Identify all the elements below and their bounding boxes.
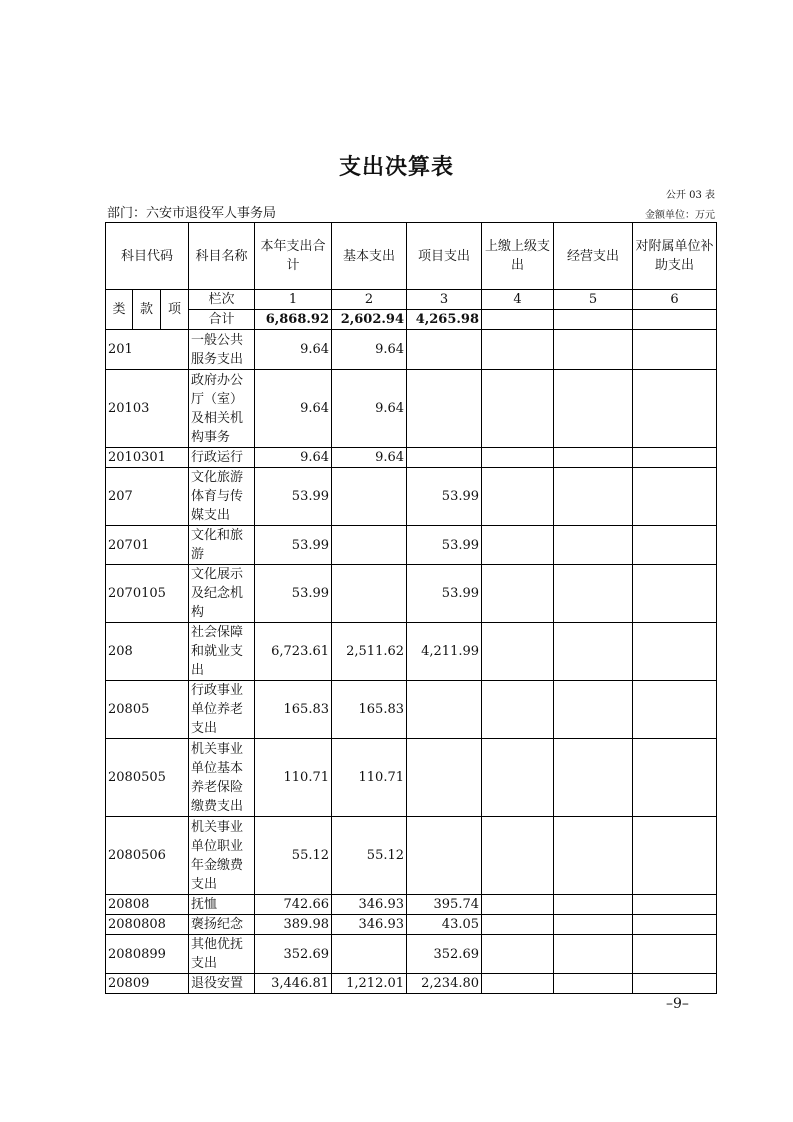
header-total: 本年支出合计 [255, 223, 332, 290]
form-number: 公开 03 表 [665, 190, 715, 201]
row-total: 389.98 [255, 915, 332, 935]
row-total: 53.99 [255, 468, 332, 526]
table-body [106, 330, 717, 994]
row-project: 352.69 [407, 935, 482, 974]
department-label: 部门：六安市退役军人事务局 [107, 206, 277, 221]
row-basic [332, 935, 407, 974]
row-basic: 346.93 [332, 915, 407, 935]
row-business [554, 974, 633, 994]
row-name: 社会保障和就业支出 [189, 623, 255, 681]
header-upper: 上缴上级支出 [482, 223, 554, 290]
row-upper [482, 526, 554, 565]
row-basic: 9.64 [332, 370, 407, 448]
table-row [106, 817, 717, 895]
header-code: 科目代码 [106, 223, 189, 290]
header-basic: 基本支出 [332, 223, 407, 290]
row-code: 20809 [106, 974, 189, 994]
row-name: 政府办公厅（室）及相关机构事务 [189, 370, 255, 448]
table-row [106, 370, 717, 448]
row-business [554, 526, 633, 565]
row-basic: 2,511.62 [332, 623, 407, 681]
row-project: 53.99 [407, 526, 482, 565]
header-project: 项目支出 [407, 223, 482, 290]
row-basic: 1,212.01 [332, 974, 407, 994]
row-business [554, 739, 633, 817]
table-row [106, 895, 717, 915]
row-total: 6,723.61 [255, 623, 332, 681]
row-subsidy [633, 526, 717, 565]
page-number: –9– [666, 996, 689, 1012]
total-subsidy [633, 310, 717, 330]
row-name: 褒扬纪念 [189, 915, 255, 935]
row-project: 2,234.80 [407, 974, 482, 994]
row-upper [482, 565, 554, 623]
row-project: 4,211.99 [407, 623, 482, 681]
row-code: 207 [106, 468, 189, 526]
row-upper [482, 681, 554, 739]
row-basic [332, 526, 407, 565]
page-title: 支出决算表 [338, 154, 454, 180]
row-code: 2070105 [106, 565, 189, 623]
row-subsidy [633, 330, 717, 370]
header-col3: 3 [407, 290, 482, 310]
row-code: 20701 [106, 526, 189, 565]
row-business [554, 370, 633, 448]
row-upper [482, 915, 554, 935]
table-row [106, 565, 717, 623]
row-code: 2010301 [106, 448, 189, 468]
row-project [407, 370, 482, 448]
row-code: 2080505 [106, 739, 189, 817]
row-total: 53.99 [255, 565, 332, 623]
table-row [106, 739, 717, 817]
header-name: 科目名称 [189, 223, 255, 290]
row-subsidy [633, 739, 717, 817]
row-name: 行政事业单位养老支出 [189, 681, 255, 739]
row-subsidy [633, 681, 717, 739]
row-business [554, 895, 633, 915]
table-row [106, 915, 717, 935]
total-upper [482, 310, 554, 330]
row-name: 行政运行 [189, 448, 255, 468]
row-total: 742.66 [255, 895, 332, 915]
row-name: 其他优抚支出 [189, 935, 255, 974]
row-upper [482, 817, 554, 895]
row-name: 一般公共服务支出 [189, 330, 255, 370]
row-total: 9.64 [255, 370, 332, 448]
row-basic [332, 468, 407, 526]
row-name: 退役安置 [189, 974, 255, 994]
row-code: 208 [106, 623, 189, 681]
row-business [554, 915, 633, 935]
row-name: 机关事业单位基本养老保险缴费支出 [189, 739, 255, 817]
row-code: 2080808 [106, 915, 189, 935]
header-column-label: 栏次 [189, 290, 255, 310]
row-subsidy [633, 974, 717, 994]
row-subsidy [633, 468, 717, 526]
row-code: 20808 [106, 895, 189, 915]
row-upper [482, 739, 554, 817]
header-kuan: 款 [133, 290, 161, 330]
row-basic: 9.64 [332, 330, 407, 370]
row-business [554, 330, 633, 370]
row-project [407, 448, 482, 468]
row-business [554, 935, 633, 974]
header-business: 经营支出 [554, 223, 633, 290]
header-lei: 类 [106, 290, 133, 330]
table-row [106, 681, 717, 739]
table-row [106, 623, 717, 681]
row-name: 文化和旅游 [189, 526, 255, 565]
row-upper [482, 623, 554, 681]
total-label: 合计 [189, 310, 255, 330]
row-business [554, 468, 633, 526]
row-subsidy [633, 817, 717, 895]
row-total: 352.69 [255, 935, 332, 974]
row-subsidy [633, 565, 717, 623]
row-project: 43.05 [407, 915, 482, 935]
row-code: 2080899 [106, 935, 189, 974]
total-business [554, 310, 633, 330]
row-project [407, 681, 482, 739]
header-col2: 2 [332, 290, 407, 310]
table-row [106, 330, 717, 370]
table-header [106, 223, 717, 330]
unit-label: 金额单位：万元 [645, 210, 715, 221]
total-basic: 2,602.94 [332, 310, 407, 330]
row-code: 20805 [106, 681, 189, 739]
row-project [407, 739, 482, 817]
row-total: 3,446.81 [255, 974, 332, 994]
table-row [106, 974, 717, 994]
row-name: 抚恤 [189, 895, 255, 915]
row-basic: 346.93 [332, 895, 407, 915]
row-business [554, 817, 633, 895]
row-upper [482, 468, 554, 526]
table-row [106, 526, 717, 565]
row-upper [482, 330, 554, 370]
table-row [106, 448, 717, 468]
row-subsidy [633, 370, 717, 448]
row-business [554, 565, 633, 623]
row-basic [332, 565, 407, 623]
row-business [554, 623, 633, 681]
row-basic: 165.83 [332, 681, 407, 739]
expenditure-table [105, 222, 717, 994]
row-subsidy [633, 448, 717, 468]
row-upper [482, 448, 554, 468]
row-code: 2080506 [106, 817, 189, 895]
row-total: 9.64 [255, 330, 332, 370]
total-project: 4,265.98 [407, 310, 482, 330]
row-total: 53.99 [255, 526, 332, 565]
table-row [106, 935, 717, 974]
row-total: 165.83 [255, 681, 332, 739]
row-basic: 9.64 [332, 448, 407, 468]
header-subsidy: 对附属单位补助支出 [633, 223, 717, 290]
row-upper [482, 974, 554, 994]
row-name: 机关事业单位职业年金缴费支出 [189, 817, 255, 895]
row-project: 395.74 [407, 895, 482, 915]
row-total: 9.64 [255, 448, 332, 468]
row-subsidy [633, 623, 717, 681]
total-amount: 6,868.92 [255, 310, 332, 330]
header-col4: 4 [482, 290, 554, 310]
row-subsidy [633, 935, 717, 974]
header-col6: 6 [633, 290, 717, 310]
row-project [407, 330, 482, 370]
row-project: 53.99 [407, 468, 482, 526]
row-subsidy [633, 895, 717, 915]
table-row [106, 468, 717, 526]
header-col1: 1 [255, 290, 332, 310]
row-subsidy [633, 915, 717, 935]
header-xiang: 项 [161, 290, 189, 330]
row-basic: 110.71 [332, 739, 407, 817]
row-upper [482, 370, 554, 448]
row-code: 201 [106, 330, 189, 370]
row-project: 53.99 [407, 565, 482, 623]
row-basic: 55.12 [332, 817, 407, 895]
row-upper [482, 895, 554, 915]
row-project [407, 817, 482, 895]
row-name: 文化旅游体育与传媒支出 [189, 468, 255, 526]
row-code: 20103 [106, 370, 189, 448]
row-business [554, 681, 633, 739]
row-total: 110.71 [255, 739, 332, 817]
row-business [554, 448, 633, 468]
total-row [106, 310, 717, 330]
row-name: 文化展示及纪念机构 [189, 565, 255, 623]
row-total: 55.12 [255, 817, 332, 895]
header-col5: 5 [554, 290, 633, 310]
row-upper [482, 935, 554, 974]
